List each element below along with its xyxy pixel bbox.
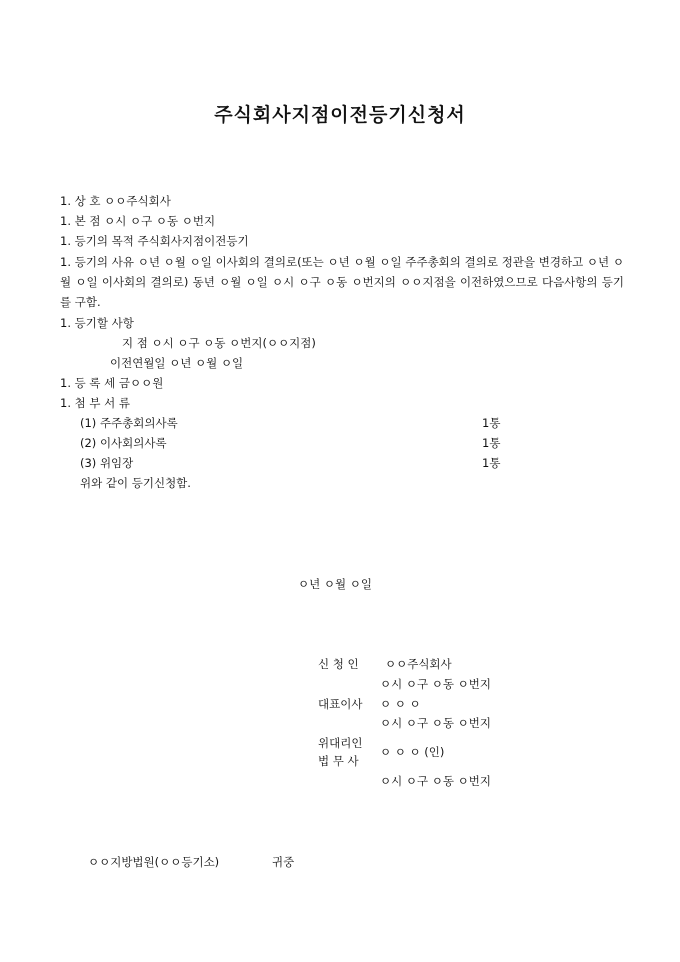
applicant-label: 신 청 인 <box>318 657 359 671</box>
court-name: ㅇㅇ지방법원(ㅇㅇ등기소) <box>88 855 220 869</box>
attachment-name: (3) 위임장 <box>80 456 134 470</box>
application-date: ㅇ년 ㅇ월 ㅇ일 <box>298 577 372 591</box>
applicant-address: ㅇ시 ㅇ구 ㅇ동 ㅇ번지 <box>380 677 491 691</box>
item-attachments: 1. 첨 부 서 류 <box>60 396 131 410</box>
item-trade-name: 1. 상 호 ㅇㅇ주식회사 <box>60 194 171 208</box>
applicant-name: ㅇㅇ주식회사 <box>385 657 452 671</box>
attachment-count: 1통 <box>482 416 501 430</box>
attachment-count: 1통 <box>482 456 501 470</box>
matter-transfer-date: 이전연월일 ㅇ년 ㅇ월 ㅇ일 <box>110 356 244 370</box>
representative-address: ㅇ시 ㅇ구 ㅇ동 ㅇ번지 <box>380 716 491 730</box>
honorific: 귀중 <box>272 855 295 869</box>
item-registration-matters: 1. 등기할 사항 <box>60 316 134 330</box>
representative-name: ㅇ ㅇ ㅇ <box>380 697 421 711</box>
agent-title: 법 무 사 <box>318 754 359 768</box>
agent-name-seal: ㅇ ㅇ ㅇ (인) <box>380 745 445 759</box>
attachment-name: (2) 이사회의사록 <box>80 436 167 450</box>
matter-branch: 지 점 ㅇ시 ㅇ구 ㅇ동 ㅇ번지(ㅇㅇ지점) <box>122 336 316 350</box>
attachment-name: (1) 주주총회의사록 <box>80 416 178 430</box>
document-title: 주식회사지점이전등기신청서 <box>214 104 466 126</box>
item-registration-purpose: 1. 등기의 목적 주식회사지점이전등기 <box>60 234 249 248</box>
agent-address: ㅇ시 ㅇ구 ㅇ동 ㅇ번지 <box>380 774 491 788</box>
attachment-count: 1통 <box>482 436 501 450</box>
item-head-office: 1. 본 점 ㅇ시 ㅇ구 ㅇ동 ㅇ번지 <box>60 214 216 228</box>
closing-statement: 위와 같이 등기신청함. <box>80 476 191 490</box>
representative-label: 대표이사 <box>318 697 363 711</box>
item-registration-tax: 1. 등 록 세 금ㅇㅇ원 <box>60 376 164 390</box>
agent-label: 위대리인 <box>318 736 363 750</box>
item-registration-reason: 1. 등기의 사유 ㅇ년 ㅇ월 ㅇ일 이사회의 결의로(또는 ㅇ년 ㅇ월 ㅇ일 주주총회의 결의로 정관을 변경하고 ㅇ년 ㅇ월 ㅇ일 이사회의 결의로) 동년 ㅇ월 ㅇ일 ㅇ시 ㅇ구 ㅇ동 ㅇ번지의 ㅇㅇ지점을 이전하였으므로 다음사항의 등기를 구함. <box>60 255 624 309</box>
